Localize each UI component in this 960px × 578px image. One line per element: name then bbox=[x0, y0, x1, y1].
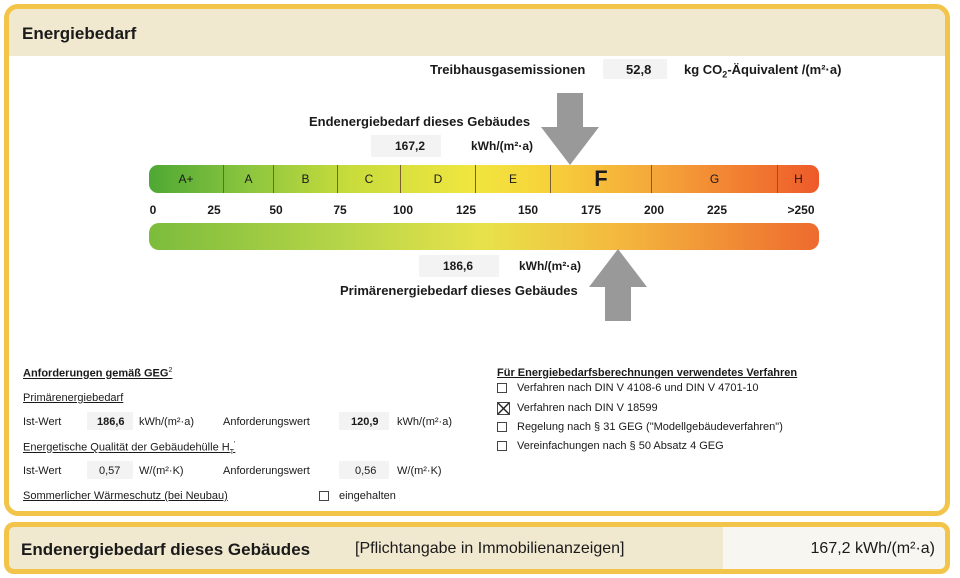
primary-anf-value: 120,9 bbox=[351, 416, 379, 428]
footer-note: [Pflichtangabe in Immobilienanzeigen] bbox=[355, 540, 625, 557]
footer-bar bbox=[4, 522, 950, 574]
primary-requirement-heading: Primärenergiebedarf bbox=[23, 392, 124, 404]
footer-title: Endenergiebedarf dieses Gebäudes bbox=[21, 540, 311, 559]
method-label-geg50: Vereinfachungen nach § 50 Absatz 4 GEG bbox=[517, 440, 724, 452]
envelope-ist-value: 0,57 bbox=[99, 465, 121, 477]
end-energy-unit: kWh/(m²·a) bbox=[471, 139, 533, 153]
method-checkbox-din4108[interactable] bbox=[497, 383, 507, 393]
tick-label: 175 bbox=[580, 203, 602, 217]
class-a-plus: A+ bbox=[149, 165, 224, 193]
primary-ist-unit: kWh/(m²·a) bbox=[139, 416, 194, 428]
envelope-heading: Energetische Qualität der Gebäudehülle $H_T'$ bbox=[23, 441, 236, 456]
tick-label: 125 bbox=[455, 203, 477, 217]
footer-value-box bbox=[723, 527, 945, 569]
primary-anf-unit: kWh/(m²·a) bbox=[397, 416, 452, 428]
end-energy-value: 167,2 bbox=[395, 139, 426, 153]
class-b: B bbox=[274, 165, 338, 193]
primary-energy-value: 186,6 bbox=[443, 259, 474, 273]
method-checkbox-geg31[interactable] bbox=[497, 422, 507, 432]
envelope-anf-label: Anforderungswert bbox=[223, 465, 310, 477]
energy-certificate-panel bbox=[4, 4, 950, 516]
checkmark-x-icon bbox=[498, 403, 509, 414]
method-checkbox-geg50[interactable] bbox=[497, 441, 507, 451]
tick-label: 75 bbox=[333, 203, 347, 217]
class-d: D bbox=[401, 165, 476, 193]
emissions-unit: kg $CO_2$-Äquivalent /(m²·a) bbox=[684, 62, 842, 80]
summer-protection-heading: Sommerlicher Wärmeschutz (bei Neubau) bbox=[23, 490, 228, 502]
class-f-active: F bbox=[551, 165, 652, 193]
envelope-anf-value: 0,56 bbox=[355, 465, 377, 477]
end-energy-arrow-icon bbox=[541, 93, 599, 165]
panel-title: Energiebedarf bbox=[22, 24, 137, 43]
method-label-din18599: Verfahren nach DIN V 18599 bbox=[517, 402, 658, 414]
footer-value: 167,2 kWh/(m²·a) bbox=[810, 540, 935, 557]
summer-protection-checkbox[interactable] bbox=[319, 491, 329, 501]
summer-protection-label: eingehalten bbox=[339, 490, 396, 502]
tick-label: 50 bbox=[269, 203, 283, 217]
tick-label: 25 bbox=[207, 203, 221, 217]
primary-energy-arrow-icon bbox=[589, 249, 647, 321]
envelope-ist-label: Ist-Wert bbox=[23, 465, 62, 477]
primary-ist-label: Ist-Wert bbox=[23, 416, 62, 428]
tick-label: 150 bbox=[517, 203, 539, 217]
emissions-value: 52,8 bbox=[626, 62, 652, 77]
envelope-anf-unit: W/(m²·K) bbox=[397, 465, 442, 477]
requirements-title: Anforderungen gemäß GEG$^2$ bbox=[23, 367, 173, 380]
energy-class-scale bbox=[149, 165, 819, 193]
end-energy-label: Endenergiebedarf dieses Gebäudes bbox=[309, 114, 531, 129]
class-e: E bbox=[476, 165, 551, 193]
primary-anf-label: Anforderungswert bbox=[223, 416, 310, 428]
primary-energy-label: Primärenergiebedarf dieses Gebäudes bbox=[340, 283, 578, 298]
class-h: H bbox=[794, 172, 803, 186]
class-a: A bbox=[224, 165, 274, 193]
tick-label: >250 bbox=[787, 203, 815, 217]
panel-header bbox=[9, 9, 945, 56]
class-g: G bbox=[652, 165, 778, 193]
method-label-din4108: Verfahren nach DIN V 4108-6 und DIN V 4701-10 bbox=[517, 382, 759, 394]
method-label-geg31: Regelung nach § 31 GEG ("Modellgebäudeverfahren") bbox=[517, 421, 783, 433]
class-c: C bbox=[338, 165, 401, 193]
methods-title: Für Energiebedarfsberechnungen verwendetes Verfahren bbox=[497, 367, 798, 379]
tick-label: 100 bbox=[392, 203, 414, 217]
primary-energy-scale bbox=[149, 223, 819, 250]
emissions-label: Treibhausgasemissionen bbox=[430, 62, 586, 77]
method-checkbox-din18599[interactable] bbox=[497, 402, 510, 415]
tick-label: 200 bbox=[643, 203, 665, 217]
primary-energy-unit: kWh/(m²·a) bbox=[519, 259, 581, 273]
tick-label: 0 bbox=[149, 203, 157, 217]
tick-label: 225 bbox=[706, 203, 728, 217]
primary-ist-value: 186,6 bbox=[97, 416, 125, 428]
envelope-ist-unit: W/(m²·K) bbox=[139, 465, 184, 477]
